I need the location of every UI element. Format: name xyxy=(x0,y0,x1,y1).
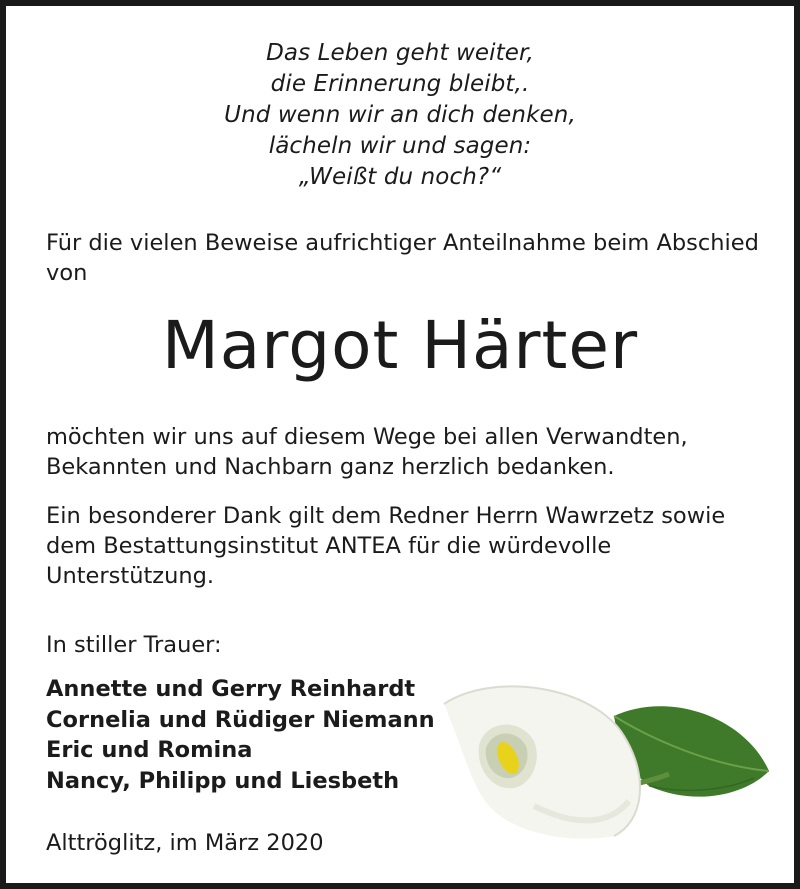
calla-lily-icon xyxy=(424,666,784,851)
poem-line: lächeln wir und sagen: xyxy=(268,133,532,159)
mourner-name: Eric und Romina xyxy=(46,737,253,763)
special-thanks-text: Ein besonderer Dank gilt dem Redner Herrn Wawrzetz sowie dem Bestattungsinstitut ANTEA für die würdevolle Unterstützung. xyxy=(46,503,726,589)
intro-text: Für die vielen Beweise aufrichtiger Anteilnahme beim Abschied von xyxy=(46,230,759,286)
mourner-name: Annette und Gerry Reinhardt xyxy=(46,676,416,702)
place-date: Alttröglitz, im März 2020 xyxy=(46,830,324,856)
poem-line: Und wenn wir an dich denken, xyxy=(224,102,576,128)
poem-line: „Weißt du noch?“ xyxy=(298,164,502,190)
poem-line: die Erinnerung bleibt,. xyxy=(270,71,530,97)
poem xyxy=(6,38,794,193)
mourners-list xyxy=(46,674,435,796)
mourning-label: In stiller Trauer: xyxy=(46,632,222,658)
mourner-name: Nancy, Philipp und Liesbeth xyxy=(46,767,400,794)
thanks-text: möchten wir uns auf diesem Wege bei allen Verwandten, Bekannten und Nachbarn ganz herzlich bedanken. xyxy=(46,424,688,480)
mourner-name: Cornelia und Rüdiger Niemann xyxy=(46,706,435,733)
deceased-name: Margot Härter xyxy=(161,307,639,384)
poem-line: Das Leben geht weiter, xyxy=(266,40,534,66)
